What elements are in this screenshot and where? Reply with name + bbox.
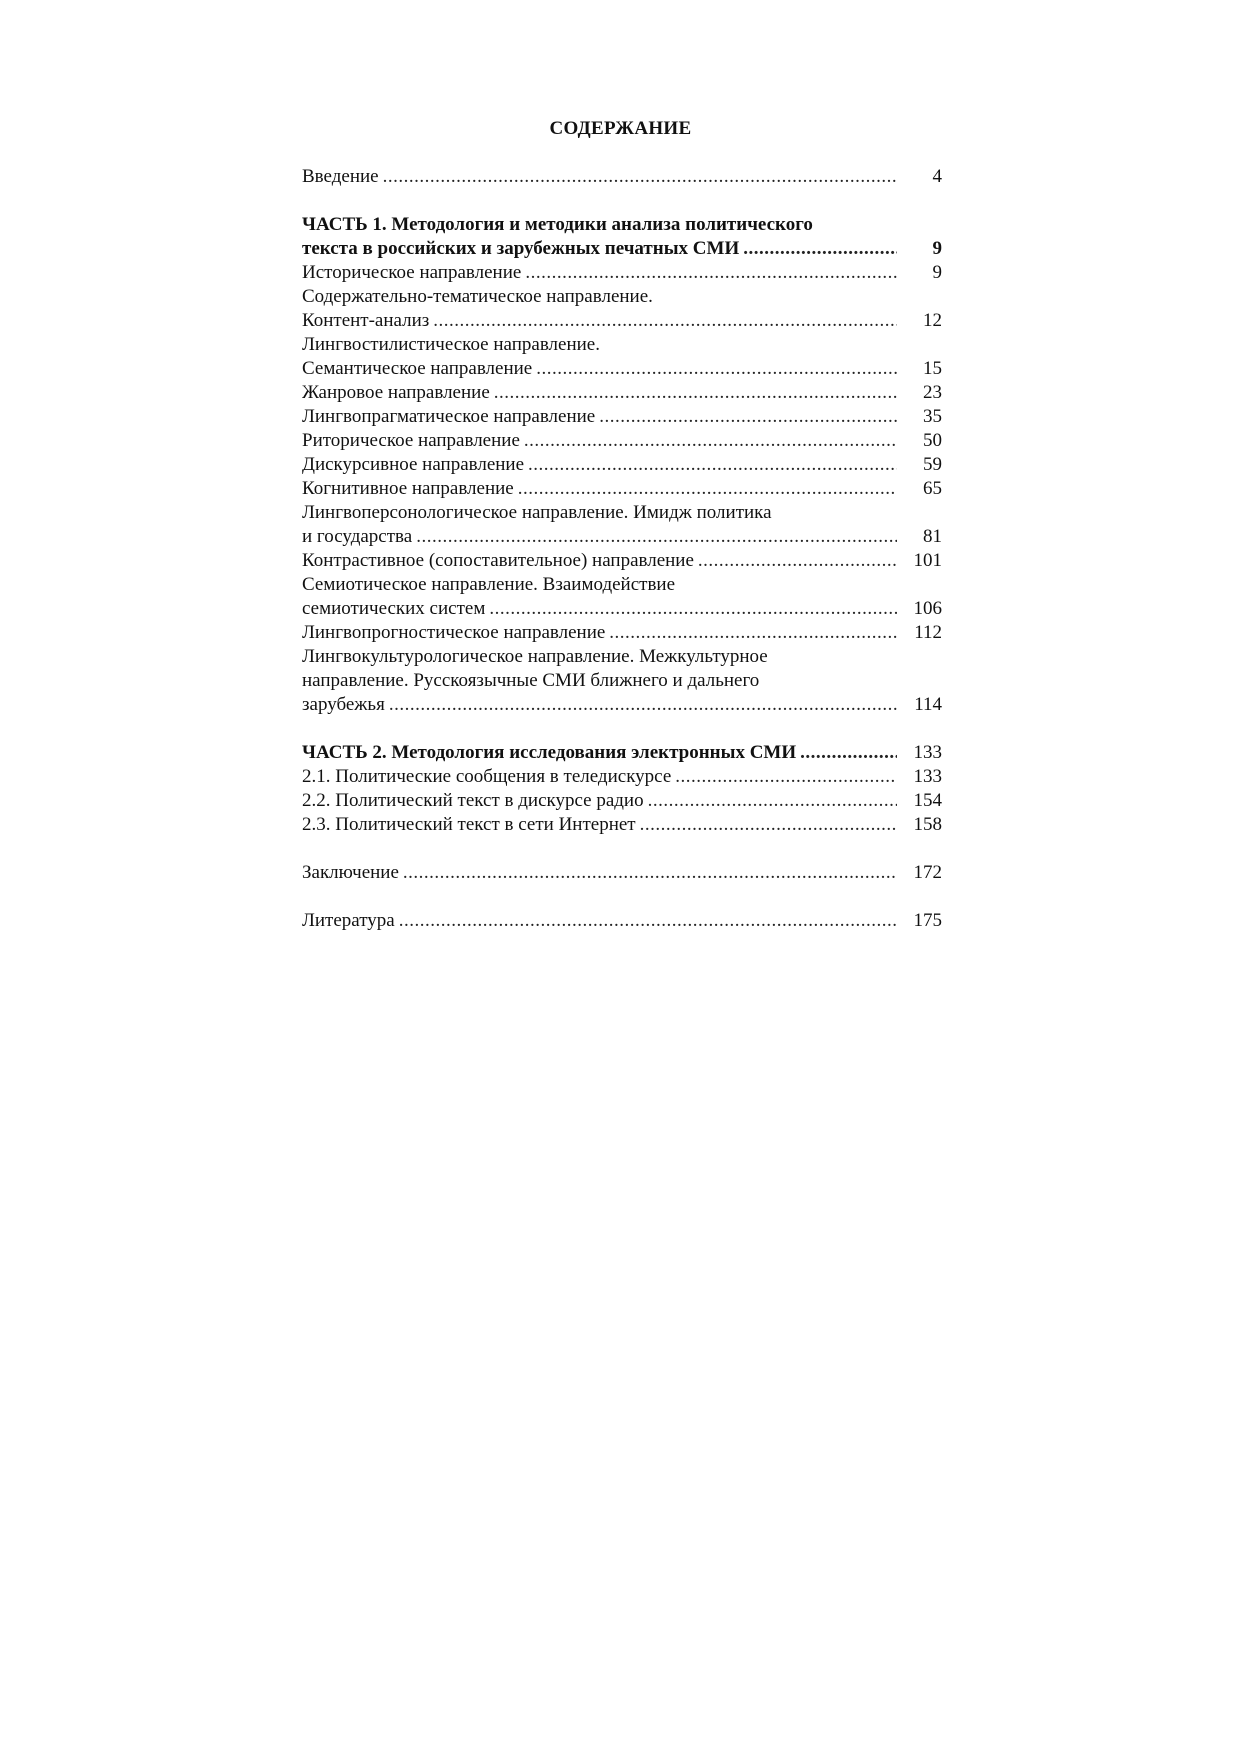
toc-page-number: 106	[913, 598, 942, 619]
page-title: СОДЕРЖАНИЕ	[549, 118, 692, 139]
toc-entry-label: Литература	[302, 910, 395, 931]
toc-page-number: 81	[923, 526, 942, 547]
toc-entry[interactable]	[302, 621, 942, 645]
dot-leader	[518, 477, 897, 501]
toc-page-number: 12	[923, 310, 942, 331]
dot-leader	[609, 621, 897, 645]
toc-entry-label: 2.2. Политический текст в дискурсе радио	[302, 790, 644, 811]
toc-entry[interactable]	[302, 525, 942, 549]
dot-leader	[528, 453, 897, 477]
dot-leader	[536, 357, 897, 381]
toc-entry-line: Семиотическое направление. Взаимодействие	[302, 574, 676, 595]
dot-leader	[399, 909, 897, 933]
toc-page-number: 23	[923, 382, 942, 403]
toc-entry-conclusion[interactable]	[302, 861, 942, 885]
dot-leader	[389, 693, 897, 717]
toc-entry-label: Жанровое направление	[302, 382, 490, 403]
toc-entry-label: зарубежья	[302, 694, 385, 715]
toc-entry[interactable]	[302, 597, 942, 621]
toc-entry-label: Историческое направление	[302, 262, 522, 283]
toc-page-number: 35	[923, 406, 942, 427]
toc-entry[interactable]	[302, 813, 942, 837]
toc-entry-label: Лингвопрогностическое направление	[302, 622, 606, 643]
toc-entry-line: направление. Русскоязычные СМИ ближнего и дальнего	[302, 670, 760, 691]
toc-page-number: 154	[913, 790, 942, 811]
toc-entry-label: ЧАСТЬ 2. Методология исследования электронных СМИ	[302, 742, 797, 763]
dot-leader	[489, 597, 897, 621]
toc-entry[interactable]	[302, 549, 942, 573]
toc-part1-heading[interactable]	[302, 237, 942, 261]
toc-entry-label: и государства	[302, 526, 413, 547]
dot-leader	[800, 741, 897, 765]
toc-page-number: 50	[923, 430, 942, 451]
toc-entry[interactable]	[302, 477, 942, 501]
toc-entry-label: семиотических систем	[302, 598, 486, 619]
toc-entry-literature[interactable]	[302, 909, 942, 933]
toc-entry-label: Семантическое направление	[302, 358, 533, 379]
toc-page-number: 4	[932, 166, 942, 187]
toc-entry[interactable]	[302, 381, 942, 405]
dot-leader	[698, 549, 897, 573]
toc-entry-label: текста в российских и зарубежных печатных СМИ	[302, 238, 740, 259]
toc-entry-line: Лингвостилистическое направление.	[302, 334, 600, 355]
toc-entry[interactable]	[302, 453, 942, 477]
dot-leader	[675, 765, 897, 789]
toc-page-number: 59	[923, 454, 942, 475]
dot-leader	[416, 525, 897, 549]
toc-entry-label: Введение	[302, 166, 379, 187]
toc-entry-line: Лингвоперсонологическое направление. Имидж политика	[302, 502, 772, 523]
toc-page-number: 9	[932, 262, 942, 283]
dot-leader	[525, 261, 897, 285]
dot-leader	[403, 861, 897, 885]
dot-leader	[433, 309, 897, 333]
toc-entry-label: Контент-анализ	[302, 310, 430, 331]
toc-entry-label: 2.3. Политический текст в сети Интернет	[302, 814, 636, 835]
toc-entry[interactable]	[302, 309, 942, 333]
toc-entry-label: Дискурсивное направление	[302, 454, 525, 475]
toc-page-number: 65	[923, 478, 942, 499]
dot-leader	[648, 789, 897, 813]
toc-entry-label: Риторическое направление	[302, 430, 520, 451]
dot-leader	[524, 429, 897, 453]
dot-leader	[599, 405, 897, 429]
toc-part2-heading[interactable]	[302, 741, 942, 765]
dot-leader	[494, 381, 897, 405]
toc-entry-label: Лингвопрагматическое направление	[302, 406, 596, 427]
dot-leader	[640, 813, 897, 837]
toc-page-number: 175	[913, 910, 942, 931]
dot-leader	[743, 237, 897, 261]
toc-page-number: 133	[913, 766, 942, 787]
toc-entry-label: Когнитивное направление	[302, 478, 514, 499]
toc-entry-label: 2.1. Политические сообщения в теледискурсе	[302, 766, 672, 787]
toc-entry-line: Содержательно-тематическое направление.	[302, 286, 653, 307]
toc-entry-intro[interactable]	[302, 165, 942, 189]
toc-entry[interactable]	[302, 429, 942, 453]
toc-entry[interactable]	[302, 693, 942, 717]
toc-entry[interactable]	[302, 765, 942, 789]
toc-page-number: 158	[913, 814, 942, 835]
toc-part1-heading-line1: ЧАСТЬ 1. Методология и методики анализа политического	[302, 214, 813, 235]
toc-page-number: 9	[932, 238, 942, 259]
toc-page-number: 114	[914, 694, 942, 715]
toc-page-number: 172	[913, 862, 942, 883]
toc-page-number: 112	[914, 622, 942, 643]
toc-page-number: 15	[923, 358, 942, 379]
table-of-contents	[302, 165, 942, 933]
toc-page-number: 101	[913, 550, 942, 571]
toc-entry[interactable]	[302, 789, 942, 813]
dot-leader	[383, 165, 897, 189]
toc-entry[interactable]	[302, 357, 942, 381]
toc-entry-label: Контрастивное (сопоставительное) направление	[302, 550, 694, 571]
toc-entry-line: Лингвокультурологическое направление. Межкультурное	[302, 646, 768, 667]
toc-entry-label: Заключение	[302, 862, 399, 883]
toc-page-number: 133	[913, 742, 942, 763]
toc-entry[interactable]	[302, 405, 942, 429]
toc-entry[interactable]	[302, 261, 942, 285]
